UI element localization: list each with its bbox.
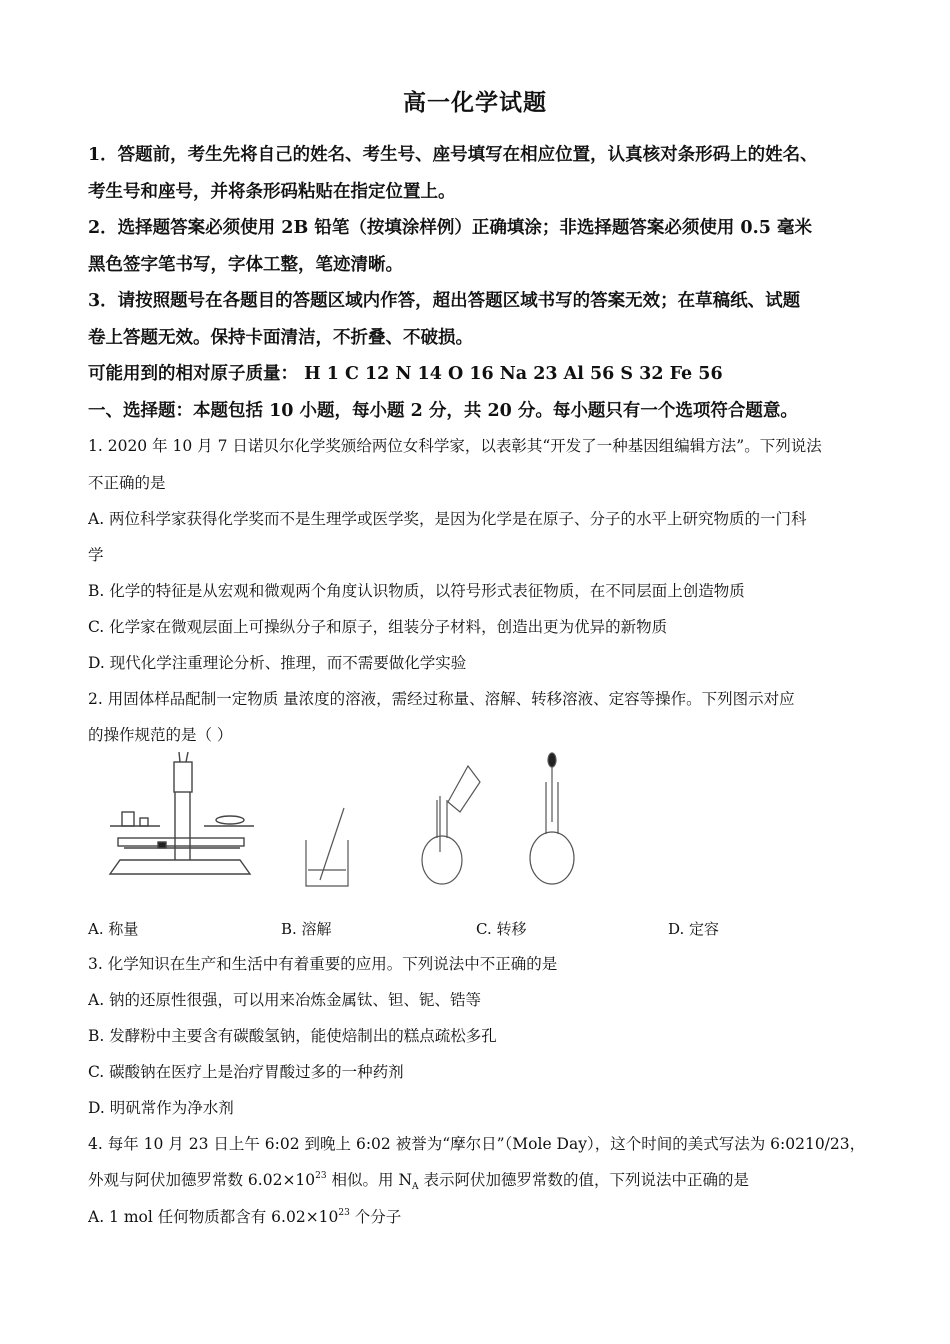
question-1-option-b: B. 化学的特征是从宏观和微观两个角度认识物质，以符号形式表征物质，在不同层面上创造物质 xyxy=(88,582,745,600)
question-2-option-c: C. 转移 xyxy=(476,920,527,938)
question-4-option-a xyxy=(88,1205,878,1227)
question-2-stem: 的操作规范的是（ ） xyxy=(88,726,233,744)
atomic-mass-line: 可能用到的相对原子质量： H 1 C 12 N 14 O 16 Na 23 Al 56 S 32 Fe 56 xyxy=(88,364,723,384)
section-heading: 一、选择题：本题包括 10 小题，每小题 2 分，共 20 分。每小题只有一个选项符合题意。 xyxy=(88,401,798,421)
stem-text: 表示阿伏加德罗常数的值，下列说法中正确的是 xyxy=(418,1171,749,1189)
exponent: 23 xyxy=(338,1208,350,1218)
instruction-line: 2．选择题答案必须使用 2B 铅笔（按填涂样例）正确填涂；非选择题答案必须使用 0.5 毫米 xyxy=(88,218,812,238)
question-4-stem xyxy=(88,1168,878,1192)
exponent: 23 xyxy=(315,1171,327,1181)
question-2-option-a: A. 称量 xyxy=(88,920,139,938)
question-2-option-d: D. 定容 xyxy=(668,920,720,938)
question-3-option-c: C. 碳酸钠在医疗上是治疗胃酸过多的一种药剂 xyxy=(88,1063,404,1081)
beaker-stirring-illustration xyxy=(306,808,348,886)
question-3-option-a: A. 钠的还原性很强，可以用来冶炼金属钛、钽、铌、锆等 xyxy=(88,991,482,1009)
stem-text: 外观与阿伏加德罗常数 6.02×10 xyxy=(88,1171,316,1189)
instruction-line: 考生号和座号，并将条形码粘贴在指定位置上。 xyxy=(88,182,456,202)
instruction-line: 3．请按照题号在各题目的答题区域内作答，超出答题区域书写的答案无效；在草稿纸、试题 xyxy=(88,291,801,311)
lab-operations-figure xyxy=(100,752,630,892)
question-4-stem: 4. 每年 10 月 23 日上午 6:02 到晚上 6:02 被誉为“摩尔日”（Mole Day），这个时间的美式写法为 6:0210/23， xyxy=(88,1135,866,1153)
question-1-option-c: C. 化学家在微观层面上可操纵分子和原子，组装分子材料，创造出更为优异的新物质 xyxy=(88,618,668,636)
instruction-line: 黑色签字笔书写，字体工整，笔迹清晰。 xyxy=(88,255,403,275)
question-1-option-a: 学 xyxy=(88,546,104,564)
question-2-stem: 2. 用固体样品配制一定物质 量浓度的溶液，需经过称量、溶解、转移溶液、定容等操作。下列图示对应 xyxy=(88,690,795,708)
option-text: 个分子 xyxy=(349,1208,402,1226)
question-1-stem: 不正确的是 xyxy=(88,474,166,492)
question-3-option-b: B. 发酵粉中主要含有碳酸氢钠，能使焙制出的糕点疏松多孔 xyxy=(88,1027,497,1045)
volumetric-flask-transfer-illustration xyxy=(422,766,480,884)
stem-text: 相似。用 N xyxy=(326,1171,413,1189)
question-1-stem: 1. 2020 年 10 月 7 日诺贝尔化学奖颁给两位女科学家，以表彰其“开发了一种基因组编辑方法”。下列说法 xyxy=(88,437,822,455)
instruction-line: 卷上答题无效。保持卡面清洁，不折叠、不破损。 xyxy=(88,328,473,348)
question-2-option-b: B. 溶解 xyxy=(281,920,332,938)
subscript: A xyxy=(412,1182,419,1193)
question-3-option-d: D. 明矾常作为净水剂 xyxy=(88,1099,234,1117)
page-title: 高一化学试题 xyxy=(403,89,547,116)
instruction-line: 1．答题前，考生先将自己的姓名、考生号、座号填写在相应位置，认真核对条形码上的姓名、 xyxy=(88,145,818,165)
question-1-option-d: D. 现代化学注重理论分析、推理，而不需要做化学实验 xyxy=(88,654,467,672)
question-3-stem: 3. 化学知识在生产和生活中有着重要的应用。下列说法中不正确的是 xyxy=(88,955,558,973)
option-text: A. 1 mol 任何物质都含有 6.02×10 xyxy=(88,1208,339,1226)
question-1-option-a: A. 两位科学家获得化学奖而不是生理学或医学奖，是因为化学是在原子、分子的水平上研究物质的一门科 xyxy=(88,510,807,528)
volumetric-flask-dropper-illustration xyxy=(530,753,574,884)
balance-illustration xyxy=(110,752,254,874)
